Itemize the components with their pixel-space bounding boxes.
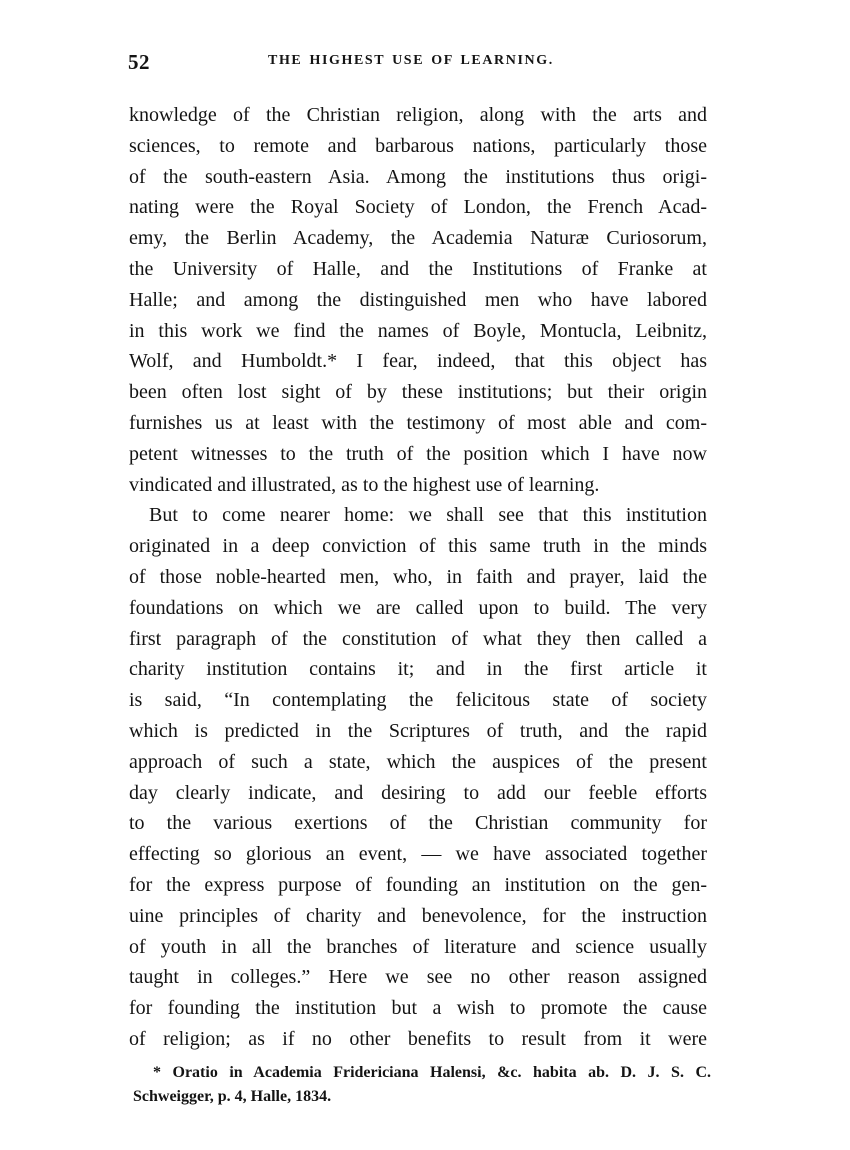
text-line: taught in colleges.” Here we see no other reason assigned — [129, 966, 707, 989]
text-line: for the express purpose of founding an institution on the gen- — [129, 873, 707, 896]
page-header — [128, 50, 710, 74]
footnote — [133, 1061, 711, 1109]
text-line: been often lost sight of by these institutions; but their origin — [129, 381, 707, 404]
text-line: vindicated and illustrated, as to the highest use of learning. — [129, 473, 600, 496]
text-line: charity institution contains it; and in the first article it — [129, 658, 707, 681]
text-line: effecting so glorious an event, — we have associated together — [129, 843, 707, 866]
text-line: sciences, to remote and barbarous nations, particularly those — [129, 134, 707, 157]
paragraph-2 — [129, 500, 707, 1054]
text-line: day clearly indicate, and desiring to add our feeble efforts — [129, 781, 707, 804]
text-line: to the various exertions of the Christian community for — [129, 812, 707, 835]
text-line: originated in a deep conviction of this same truth in the minds — [129, 535, 707, 558]
text-line: furnishes us at least with the testimony of most able and com- — [129, 411, 707, 434]
text-line: of those noble-hearted men, who, in faith and prayer, laid the — [129, 565, 707, 588]
text-line: foundations on which we are called upon to build. The very — [129, 596, 707, 619]
text-line: first paragraph of the constitution of what they then called a — [129, 627, 707, 650]
text-line: nating were the Royal Society of London, the French Acad- — [129, 196, 707, 219]
text-line: emy, the Berlin Academy, the Academia Naturæ Curiosorum, — [129, 227, 707, 250]
text-line: in this work we find the names of Boyle, Montucla, Leibnitz, — [129, 319, 707, 342]
footnote-line: Schweigger, p. 4, Halle, 1834. — [133, 1088, 332, 1105]
text-line: Wolf, and Humboldt.* I fear, indeed, that this object has — [129, 350, 707, 373]
text-line: uine principles of charity and benevolence, for the instruction — [129, 904, 707, 927]
text-line: knowledge of the Christian religion, along with the arts and — [129, 104, 707, 126]
text-line: the University of Halle, and the Institutions of Franke at — [129, 257, 707, 280]
text-line: of youth in all the branches of literature and science usually — [129, 935, 707, 958]
main-text — [129, 100, 707, 1055]
footnote-line: * Oratio in Academia Fridericiana Halensi, &c. habita ab. D. J. S. C. — [153, 1064, 711, 1081]
text-line: is said, “In contemplating the felicitous state of society — [129, 689, 707, 712]
text-line: of religion; as if no other benefits to result from it were — [129, 1027, 707, 1050]
page-number: 52 — [128, 50, 150, 74]
text-line: approach of such a state, which the auspices of the present — [129, 750, 707, 773]
text-line: of the south-eastern Asia. Among the institutions thus origi- — [129, 165, 707, 188]
text-line: Halle; and among the distinguished men who have labored — [129, 288, 707, 311]
running-head: THE HIGHEST USE OF LEARNING. — [268, 53, 554, 68]
text-line: But to come nearer home: we shall see that this institution — [149, 504, 707, 527]
paragraph-1 — [129, 100, 707, 500]
text-line: which is predicted in the Scriptures of truth, and the rapid — [129, 719, 707, 742]
text-line: petent witnesses to the truth of the position which I have now — [129, 442, 707, 465]
text-line: for founding the institution but a wish to promote the cause — [129, 997, 707, 1020]
